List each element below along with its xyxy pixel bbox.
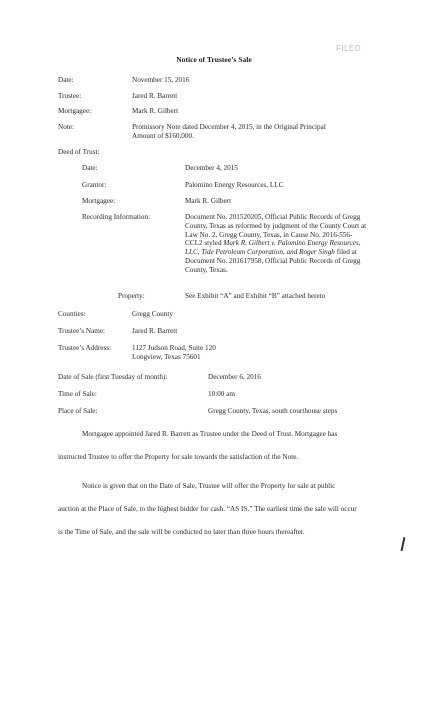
case-style-italic: Mark R. Gilbert v. Palomino Energy Resources, LLC, Tide Petroleum Corporation, and Roger Singh xyxy=(185,239,361,257)
trustee-name-value: Jared R. Barrett xyxy=(132,327,178,335)
deed-date-value: December 4, 2015 xyxy=(185,164,238,172)
time-of-sale-label: Time of Sale: xyxy=(58,390,97,398)
property-value: See Exhibit “A” and Exhibit “B” attached hereto xyxy=(185,292,326,300)
property-label: Property: xyxy=(118,292,145,300)
recording-text-a: Document No. 201520205, Official Public Records of Gregg County, Texas as reformed by judgment of the County Court at Law No. 2, Gregg County, Texas, in Cause No. 2016-556-CCL2 styled xyxy=(185,213,367,248)
deed-mortgagee-value: Mark R. Gilbert xyxy=(185,197,232,205)
deed-of-trust-heading: Deed of Trust: xyxy=(58,148,100,156)
grantor-value: Palomino Energy Resources, LLC xyxy=(185,181,284,189)
stamp-line-1: FILED xyxy=(336,44,362,53)
date-value: November 15, 2016 xyxy=(132,76,190,84)
grantor-label: Grantor: xyxy=(82,181,107,189)
deed-date-label: Date: xyxy=(82,164,98,172)
trustee-label: Trustee: xyxy=(58,92,82,100)
trustee-address-label: Trustee’s Address: xyxy=(58,344,112,352)
date-of-sale-label: Date of Sale (first Tuesday of month): xyxy=(58,373,168,381)
recording-text-b: filed at Document No. 201617958, Official Public Records of Gregg County, Texas. xyxy=(185,248,361,274)
notice-paragraph: Notice is given that on the Date of Sale, Trustee will offer the Property for sale at public auction at the Place of Sale, to the highest bidder for cash. “AS IS.” The earliest time the sale will occur is the Time of Sale, and the sale will be conducted no later than three hours thereafter. xyxy=(58,482,357,536)
mortgagee-label: Mortgagee: xyxy=(58,107,92,115)
mortgagee-value: Mark R. Gilbert xyxy=(132,107,179,115)
page-title: Notice of Trustee’s Sale xyxy=(176,55,252,64)
pen-mark xyxy=(401,537,405,551)
place-of-sale-value: Gregg County, Texas, south courthouse steps xyxy=(208,407,338,415)
place-of-sale-label: Place of Sale: xyxy=(58,407,98,415)
counties-label: Counties: xyxy=(58,310,86,318)
date-of-sale-value: December 6, 2016 xyxy=(208,373,261,381)
date-label: Date: xyxy=(58,76,74,84)
deed-mortgagee-label: Mortgagee: xyxy=(82,197,116,205)
note-label: Note: xyxy=(58,123,74,131)
note-value: Promissory Note dated December 4, 2015, in the Original Principal Amount of $160,000. xyxy=(132,123,326,140)
filed-stamp xyxy=(322,44,404,100)
recording-information-value xyxy=(185,213,369,274)
appointment-paragraph: Mortgagee appointed Jared R. Barrett as Trustee under the Deed of Trust. Mortgagee has instructed Trustee to offer the Property for sale towards the satisfaction of the Note. xyxy=(58,430,338,461)
trustee-address-line-2: Longview, Texas 75601 xyxy=(132,353,201,361)
time-of-sale-value: 10:00 am xyxy=(208,390,235,398)
trustee-address-line-1: 1127 Judson Road, Suite 120 xyxy=(132,344,216,352)
counties-value: Gregg County xyxy=(132,310,173,318)
trustee-value: Jared R. Barrett xyxy=(132,92,178,100)
recording-information-label: Recording Information: xyxy=(82,213,151,221)
trustee-name-label: Trustee’s Name: xyxy=(58,327,106,335)
